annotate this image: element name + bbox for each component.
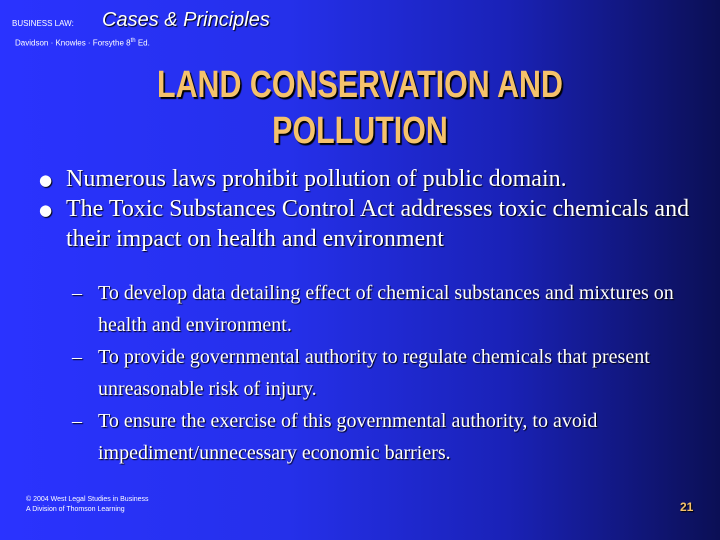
dash-marker: – [72,282,82,304]
sub-bullet-text: To develop data detailing effect of chemical substances and mixtures on health and environment. [98,282,674,336]
sub-bullet-list [72,277,682,469]
sub-bullet-item [72,341,682,405]
copyright-footer [26,495,149,515]
sub-bullet-text: To provide governmental authority to regulate chemicals that present unreasonable risk of injury. [98,346,650,400]
book-authors-line [12,36,270,49]
dash-marker: – [72,346,82,368]
edition-suffix: Ed. [135,38,150,48]
book-title-line [12,4,270,36]
book-title: BUSINESS LAW: [12,19,77,28]
sub-bullet-text: To ensure the exercise of this governmental authority, to avoid impediment/unnecessary economic barriers. [98,410,598,464]
bullet-icon: ● [39,201,53,219]
sub-bullet-item [72,277,682,341]
page-number: 21 [680,500,694,514]
slide-title: LAND CONSERVATION AND POLLUTION [157,64,563,152]
publisher-line: A Division of Thomson Learning [26,506,125,513]
book-subtitle: Cases & Principles [102,9,270,31]
dash-marker: – [72,410,82,432]
bullet-icon: ● [39,171,53,189]
copyright-line: © 2004 West Legal Studies in Business [26,496,149,503]
book-authors: Davidson · Knowles · Forsythe 8 [15,38,131,48]
bullet-text: Numerous laws prohibit pollution of public domain. [66,166,567,192]
bullet-item [40,194,690,254]
bullet-list [40,164,690,254]
sub-bullet-item [72,405,682,469]
edition-superscript: th [130,38,136,44]
bullet-item [40,164,690,194]
bullet-text: The Toxic Substances Control Act addresses toxic chemicals and their impact on health and environment [66,196,690,252]
book-header [12,4,270,49]
